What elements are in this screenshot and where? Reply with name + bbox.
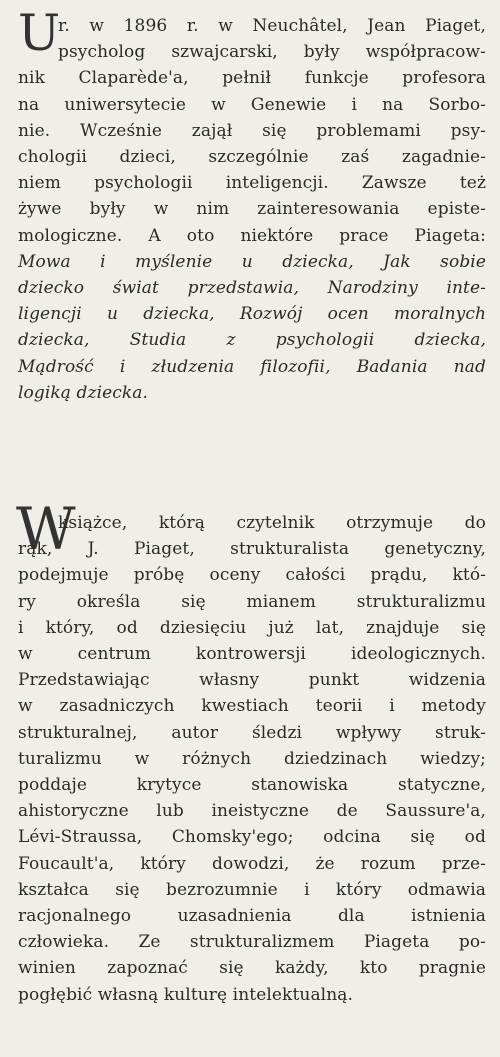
text-line: człowieka. Ze strukturalizmem Piageta po- [18,932,486,953]
text-line-italic: Mądrość i złudzenia filozofii, Badania nad [18,356,486,377]
text-line: Przedstawiając własny punkt widzenia [18,670,486,691]
text-line: strukturalnej, autor śledzi wpływy struk- [18,722,486,743]
text-line: winien zapoznać się każdy, kto pragnie [18,958,486,979]
text-line: niem psychologii inteligencji. Zawsze też [18,173,486,194]
text-line: nie. Wcześnie zajął się problemami psy- [18,120,486,141]
dropcap-u: U [18,4,61,62]
text-line: podejmuje próbę oceny całości prądu, któ- [18,565,486,586]
text-line: Foucault'a, który dowodzi, że rozum prze- [18,853,486,874]
text-line: mologiczne. A oto niektóre prace Piageta: [18,225,486,246]
text-line: rąk, J. Piaget, strukturalista genetyczny, [18,539,486,560]
author-bio-paragraph [18,13,486,406]
text-line: w centrum kontrowersji ideologicznych. [18,644,486,665]
text-line-italic: dziecka, Studia z psychologii dziecka, [18,330,486,351]
text-line-italic: dziecko świat przedstawia, Narodziny inte- [18,278,486,299]
text-line: turalizmu w różnych dziedzinach wiedzy; [18,748,486,769]
text-line-italic: Mowa i myślenie u dziecka, Jak sobie [18,251,486,272]
text-line: i który, od dziesięciu już lat, znajduje się [18,617,486,638]
dropcap-w: W [16,495,76,563]
text-line: poddaje krytyce stanowiska statyczne, [18,775,486,796]
text-line: na uniwersytecie w Genewie i na Sorbo- [18,94,486,115]
text-line: Lévi-Straussa, Chomsky'ego; odcina się od [18,827,486,848]
text-line: pogłębić własną kulturę intelektualną. [18,984,354,1005]
text-line: książce, którą czytelnik otrzymuje do [58,513,486,533]
text-line: chologii dzieci, szczególnie zaś zagadnie- [18,147,486,168]
text-line: r. w 1896 r. w Neuchâtel, Jean Piaget, [58,16,486,36]
book-description-paragraph [18,510,486,1008]
text-line: psycholog szwajcarski, były współpracow- [58,42,486,63]
text-line: w zasadniczych kwestiach teorii i metody [18,696,486,717]
text-line-italic: logiką dziecka. [18,382,149,403]
text-line: nik Claparède'a, pełnił funkcje profesora [18,68,486,89]
text-line: ahistoryczne lub ineistyczne de Saussure'a, [18,801,486,822]
text-line-italic: ligencji u dziecka, Rozwój ocen moralnych [18,304,486,325]
text-line: żywe były w nim zainteresowania episte- [18,199,486,220]
text-line: ry określa się mianem strukturalizmu [18,591,486,612]
text-line: kształca się bezrozumnie i który odmawia [18,879,486,900]
text-line: racjonalnego uzasadnienia dla istnienia [18,906,486,927]
